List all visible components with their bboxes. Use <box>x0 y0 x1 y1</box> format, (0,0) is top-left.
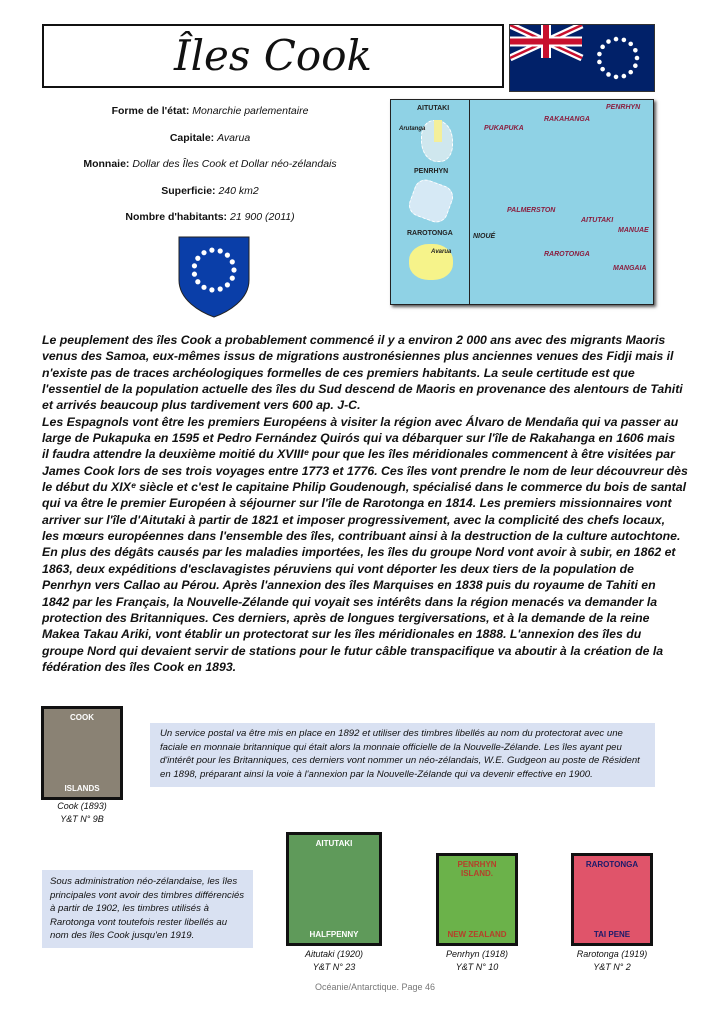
star-icon <box>225 253 230 258</box>
map-inset: AITUTAKI Arutanga PENRHYN RAROTONGA Avarua <box>391 100 470 304</box>
history-line: Makea Takau Ariki, vont établir un protectorat sur les îles méridionales en 1888. L'annexion des îles du <box>42 627 642 642</box>
stamp-penrhyn-1918 <box>436 853 518 946</box>
info-superficie: Superficie: 240 km2 <box>161 185 259 197</box>
star-icon <box>230 259 235 264</box>
page-title: Îles Cook <box>174 31 372 80</box>
stamp-inscription: NEW ZEALAND <box>447 930 507 939</box>
history-line: En plus des dégâts causés par les maladies importées, les îles du groupe Nord vont avoir à subir, en 1862 et <box>42 545 676 560</box>
cook-islands-flag <box>509 24 655 92</box>
info-capitale: Capitale: Avarua <box>169 132 251 144</box>
stamp-caption: Penrhyn (1918) Y&T N° 10 <box>445 949 509 972</box>
stamp-rarotonga-1919 <box>571 853 653 946</box>
star-icon <box>600 45 605 50</box>
history-line: il faudra attendre la deuxième moitié du XVIIIᵉ pour que les îles méridionales commencent à être visitées par <box>42 447 675 462</box>
history-line: large de Pukapuka en 1595 et Pedro Fernández Quirós qui va débarquer sur l'île de Rakahanga en 1606 mais <box>42 431 676 446</box>
stamp-inscription: HALFPENNY <box>309 930 359 939</box>
history-line: les mœurs européennes dans l'ensemble des îles, contribuant ainsi à la destruction de la culture autochtone. <box>42 529 681 544</box>
info-habitants: Nombre d'habitants: 21 900 (2011) <box>125 211 295 223</box>
history-line: groupe Nord qui devaient servir de stations pour le futur câble transpacifique va aboutir à la création de la <box>42 643 664 658</box>
history-line: qui va être le premier Européen à séjourner sur l'île de Rarotonga en 1814. Les premiers missionnaires vont <box>42 496 672 511</box>
star-icon <box>218 248 223 253</box>
history-line: Le peuplement des îles Cook a probablement commencé il y a environ 2 000 ans avec des migrants Maoris <box>42 333 666 347</box>
history-line: Les Espagnols vont être les premiers Européens à visiter la région avec Álvaro de Mendaña qui va passer au <box>42 414 679 429</box>
star-icon <box>201 285 206 290</box>
history-line: 1863, deux expéditions d'esclavagistes péruviens qui vont déporter les deux tiers de la population de <box>42 561 634 576</box>
star-icon <box>201 250 206 255</box>
stamp-inscription: COOK <box>70 713 94 722</box>
star-icon <box>606 39 611 44</box>
footer: Océanie/Antarctique. Page 46 <box>314 982 436 992</box>
star-icon <box>195 279 200 284</box>
star-icon <box>597 52 602 57</box>
star-icon <box>622 74 627 79</box>
star-icon <box>192 263 197 268</box>
stamp-inscription: ISLANDS <box>64 784 100 793</box>
stamp-caption: Aitutaki (1920) Y&T N° 23 <box>304 949 364 972</box>
history-text <box>42 332 692 675</box>
history-line: Penrhyn vers Callao au Pérou. Après l'annexion des îles Marquises en 1838 puis du royaume de Tahiti en <box>42 578 656 593</box>
star-icon <box>218 286 223 291</box>
history-line: venus des Samoa, eux-mêmes issus de migrations austronésiennes plus anciennes venues des Fidji mais il <box>42 349 674 364</box>
postal-text-box: Un service postal va être mis en place en 1892 et utiliser des timbres libellés au nom du protectorat avec une faciale en monnaie britannique qui était alors la monnaie officielle de la Nouvelle-Zélande. Les îles ayant peu d'intérêt pour les Britanniques, ces derniers vont nommer un néo-zélandais, W.E. Gudgeon au poste de Résident en 1898, préparant ainsi la voie à l'annexion par la Nouvelle-Zélande qui va devenir effective en 1900. <box>150 723 655 787</box>
history-line: protection des Britanniques. Ces derniers, après de longues tergiversations, et à la demande de la reine <box>42 610 650 625</box>
stamp-inscription: RAROTONGA <box>585 860 639 869</box>
stamp-inscription: AITUTAKI <box>315 839 353 848</box>
history-line: le début du XIXᵉ siècle et c'est le capitaine Philip Goudenough, spécialisé dans le commerce du bois de santal <box>42 480 687 495</box>
star-icon <box>633 48 638 53</box>
info-monnaie: Monnaie: Dollar des Îles Cook et Dollar néo-zélandais <box>83 158 337 170</box>
history-line: fédération des îles Cook en 1893. <box>42 659 237 674</box>
stamp-aitutaki-1920 <box>286 832 382 946</box>
coat-of-arms-shield <box>178 236 250 318</box>
info-forme: Forme de l'état: Monarchie parlementaire <box>111 105 309 117</box>
history-line: et arrivés beaucoup plus tardivement vers 600 ap. J-C. <box>42 398 361 413</box>
star-icon <box>622 38 627 43</box>
title-box <box>42 24 504 88</box>
star-icon <box>628 70 633 75</box>
history-line: James Cook lors de ses trois voyages entre 1773 et 1776. Ces îles vont prendre le nom de leur découvreur dès <box>42 463 688 478</box>
star-icon <box>597 60 602 65</box>
history-line: 1842 par les Français, la Nouvelle-Zélande qui voyait ses intérêts dans la région menacés va demander la <box>42 594 658 609</box>
star-icon <box>600 67 605 72</box>
star-icon <box>635 56 640 61</box>
star-icon <box>614 75 619 80</box>
star-icon <box>209 248 214 253</box>
stamp-inscription: TAI PENE <box>593 930 631 939</box>
star-icon <box>614 37 619 42</box>
history-line: l'essentiel de la population actuelle des îles du Sud descend de Maoris en provenance des alentours de Tahiti <box>42 382 683 397</box>
star-icon <box>192 272 197 277</box>
star-icon <box>628 42 633 47</box>
star-icon <box>225 282 230 287</box>
stamp-caption: Cook (1893) Y&T N° 9B <box>57 801 107 824</box>
map: AITUTAKI Arutanga PENRHYN RAROTONGA Avarua PENRHYN RAKAHANGA PUKAPUKA PALMERSTON AITUTAKI MANUAE RAROTONGA MANGAIA NIOUÉ <box>390 99 654 305</box>
stamp-cook-1893 <box>41 706 123 800</box>
star-icon <box>230 276 235 281</box>
stamp-inscription: PENRHYN ISLAND. <box>457 860 497 878</box>
history-line: n'existe pas de traces archéologiques formelles de ces premiers habitants. La seule certitude est que <box>42 365 635 380</box>
star-icon <box>195 256 200 261</box>
star-icon <box>209 287 214 292</box>
nz-text-box: Sous administration néo-zélandaise, les îles principales vont avoir des timbres différenciés à partir de 1902, les timbres utilisés à Rarotonga vont toutefois rester libellés au nom des îles Cook jusqu'en 1919. <box>42 870 253 948</box>
history-line: arriver sur l'île d'Aitutaki à partir de 1821 et imposer progressivement, avec la complicité des chefs locaux, <box>42 512 666 527</box>
star-icon <box>231 267 236 272</box>
stamp-caption: Rarotonga (1919) Y&T N° 2 <box>576 949 648 972</box>
star-icon <box>633 63 638 68</box>
star-icon <box>606 72 611 77</box>
